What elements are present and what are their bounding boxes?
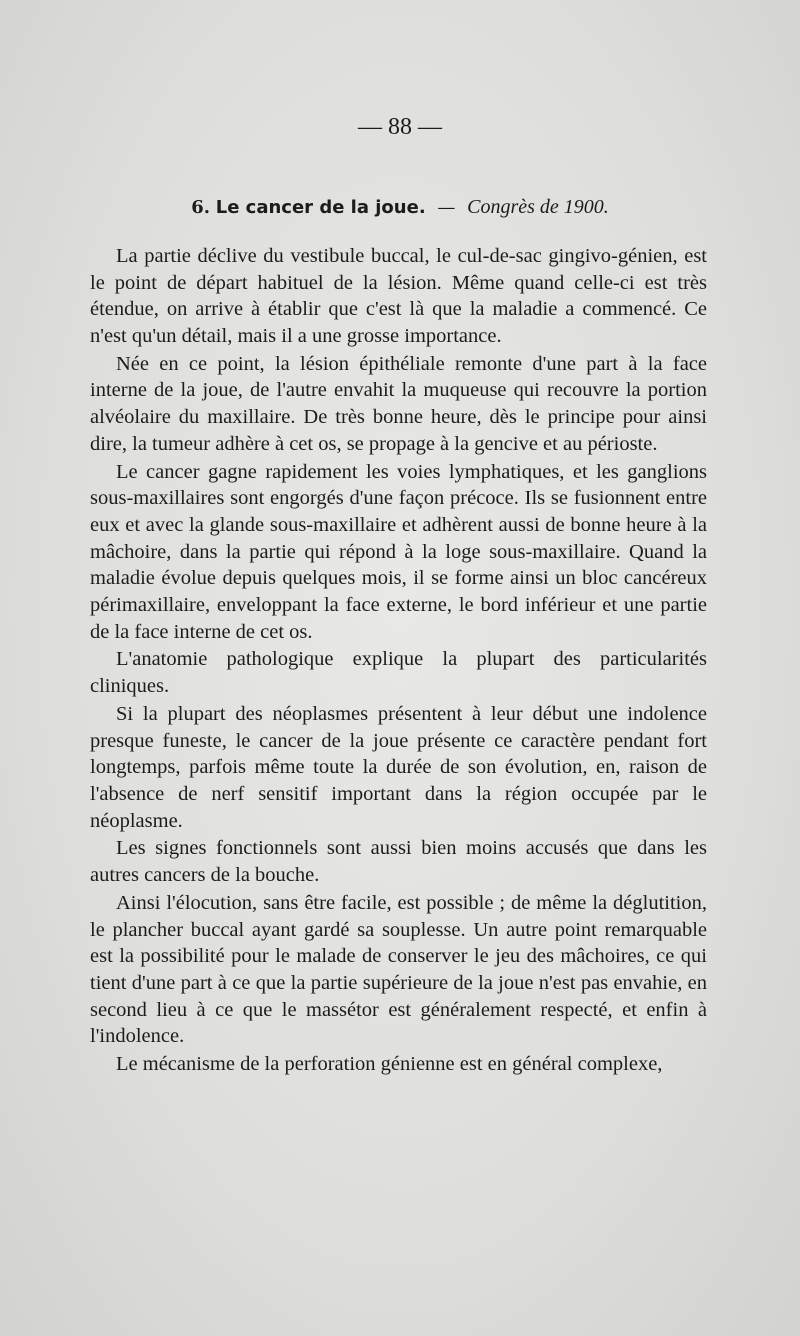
paragraph: Si la plupart des néoplasmes présentent à leur début une indolence presque funeste, le cancer de la joue présente ce caractère pendant fort longtemps, parfois même toute la durée de son évolution, en, raison de l'absence de nerf sensitif important dans la région occupée par le néoplasme.: [90, 702, 707, 832]
paragraph: La partie déclive du vestibule buccal, le cul-de-sac gingivo-génien, est le point de départ habituel de la lésion. Même quand celle-ci est très étendue, on arrive à établir que c'est là que la maladie a commencé. Ce n'est qu'un détail, mais il a une grosse importance.: [90, 245, 707, 347]
page-number: — 88 —: [358, 114, 442, 140]
paragraph: L'anatomie pathologique explique la plupart des particularités cliniques.: [90, 648, 707, 698]
paragraph: Née en ce point, la lésion épithéliale remonte d'une part à la face interne de la joue, de l'autre envahit la muqueuse qui recouvre la portion alvéolaire du maxillaire. De très bonne heure, dès le principe pour ainsi dire, la tumeur adhère à cet os, se propage à la gencive et au périoste.: [90, 352, 707, 455]
paragraph: Le mécanisme de la perforation génienne est en général complexe,: [116, 1053, 663, 1075]
section-source: Congrès de 1900.: [467, 196, 609, 218]
section-number: 6.: [191, 197, 210, 218]
paragraph: Ainsi l'élocution, sans être facile, est possible ; de même la déglutition, le plancher buccal ayant gardé sa souplesse. Un autre point remarquable est la possibilité pour le malade de conserver le jeu des mâchoires, ce qui tient d'une part à ce que la partie supérieure de la joue n'est pas envahie, en second lieu à ce que le massétor est généralement respecté, et enfin à l'indolence.: [90, 891, 707, 1048]
body-text: [90, 243, 707, 1079]
section-separator: —: [437, 197, 456, 218]
section-heading: [0, 196, 800, 219]
paragraph: Les signes fonctionnels sont aussi bien moins accusés que dans les autres cancers de la bouche.: [90, 837, 707, 887]
paragraph: Le cancer gagne rapidement les voies lymphatiques, et les ganglions sous-maxillaires sont engorgés d'une façon précoce. Ils se fusionnent entre eux et avec la glande sous-maxillaire et adhèrent aussi de bonne heure à la mâchoire, dans la partie qui répond à la loge sous-maxillaire. Quand la maladie évolue depuis quelques mois, il se forme ainsi un bloc cancéreux périmaxillaire, enveloppant la face externe, le bord inférieur et une partie de la face interne de cet os.: [90, 460, 707, 643]
section-title: Le cancer de la joue.: [215, 197, 426, 218]
